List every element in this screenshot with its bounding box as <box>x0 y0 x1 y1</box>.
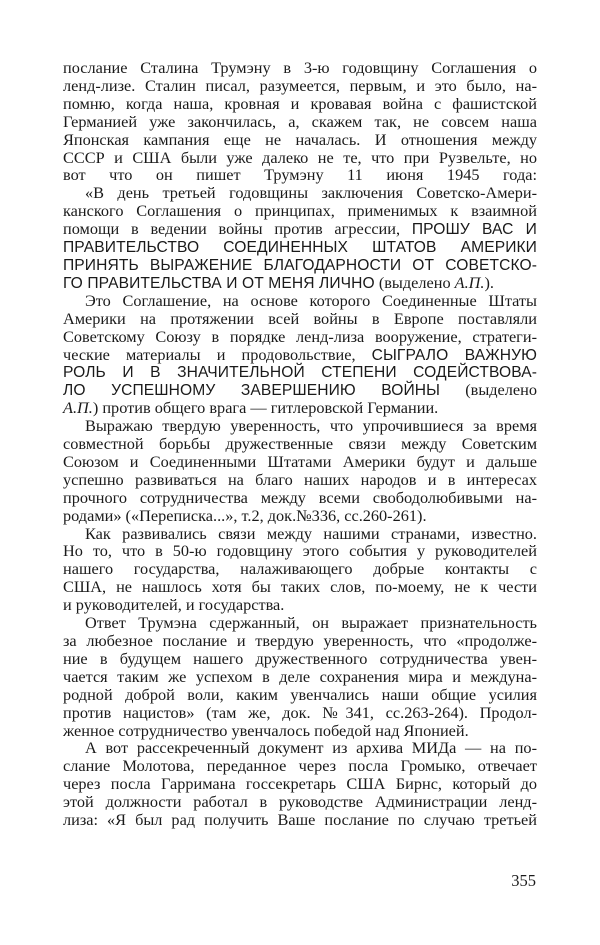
text-run: Союзом и Соединенными Штатами Америки будут и дальше <box>63 451 537 471</box>
text-line <box>63 489 537 507</box>
text-line <box>63 77 537 95</box>
text-line <box>63 739 537 757</box>
text-run: лиза: «Я был рад получить Ваше послание по случаю третьей <box>63 810 537 830</box>
text-line <box>63 471 537 489</box>
text-run: против нацистов» (там же, док. №341, сс.263-264). Продол- <box>63 702 537 722</box>
text-run: Но то, что в 50-ю годовщину этого события у руководителей <box>63 541 537 561</box>
text-line <box>63 166 537 184</box>
text-line <box>63 560 537 578</box>
emphasized-text: ПРИНЯТЬ ВЫРАЖЕНИЕ БЛАГОДАРНОСТИ ОТ СОВЕТСКО- <box>63 256 537 274</box>
text-line <box>63 453 537 471</box>
text-run: вот что он пишет Трумэну 11 июня 1945 года: <box>63 165 537 185</box>
text-run: ). <box>484 272 494 292</box>
text-line <box>63 274 537 292</box>
text-line <box>63 811 537 829</box>
paragraph <box>63 292 537 417</box>
text-run: Советскому Союзу в порядке ленд-лиза вооружение, стратеги- <box>63 326 537 346</box>
text-line <box>63 632 537 650</box>
text-run: успешно развиваться на благо наших народов и в интересах <box>63 469 537 489</box>
text-run: Германией уже закончилась, а, скажем так, не совсем наша <box>63 111 537 131</box>
text-line <box>63 668 537 686</box>
text-run: через посла Гарримана госсекретарь США Бирнс, который до <box>63 774 537 794</box>
text-run: «В день третьей годовщины заключения Советско-Амери- <box>85 183 537 203</box>
text-run: чается таким же успехом в деле сохранения мира и междуна- <box>63 666 537 686</box>
text-line <box>63 381 537 399</box>
text-run: Это Соглашение, на основе которого Соединенные Штаты <box>85 290 537 310</box>
emphasized-text: ГО ПРАВИТЕЛЬСТВА И ОТ МЕНЯ ЛИЧНО <box>63 274 375 292</box>
text-line <box>63 310 537 328</box>
text-line <box>63 435 537 453</box>
text-run: ние в будущем нашего дружественного сотрудничества увен- <box>63 648 537 668</box>
text-line <box>63 399 537 417</box>
text-run: нашего государства, налаживающего добрые контакты с <box>63 559 537 579</box>
text-line <box>63 686 537 704</box>
text-run: (выделено <box>374 272 455 292</box>
text-run: женное сотрудничество увенчалось победой над Японией. <box>63 720 469 740</box>
page-number: 355 <box>511 871 536 890</box>
text-line <box>63 238 537 256</box>
text-run: помню, когда наша, кровная и кровавая война с фашистской <box>63 93 537 113</box>
text-run: слание Молотова, переданное через посла Громыко, отвечает <box>63 756 537 776</box>
text-line <box>63 542 537 560</box>
emphasized-text: ПРАВИТЕЛЬСТВО СОЕДИНЕННЫХ ШТАТОВ АМЕРИКИ <box>63 239 537 257</box>
text-line <box>63 722 537 740</box>
text-line <box>63 507 537 525</box>
text-line <box>63 346 537 364</box>
text-line <box>63 328 537 346</box>
text-line <box>63 184 537 202</box>
text-line <box>63 113 537 131</box>
text-run: ческие материалы и продовольствие, <box>63 344 372 364</box>
text-line <box>63 363 537 381</box>
text-run: СССР и США были уже далеко не те, что при Рузвельте, но <box>63 147 537 167</box>
text-run: Выражаю твердую уверенность, что упрочившиеся за время <box>85 416 537 436</box>
text-line <box>63 650 537 668</box>
text-run: Ответ Трумэна сдержанный, он выражает признательность <box>85 613 537 633</box>
text-line <box>63 95 537 113</box>
emphasized-text: ПРОШУ ВАС И <box>411 221 537 239</box>
text-line <box>63 614 537 632</box>
emphasized-text: РОЛЬ И В ЗНАЧИТЕЛЬНОЙ СТЕПЕНИ СОДЕЙСТВОВА- <box>63 364 537 382</box>
text-line <box>63 131 537 149</box>
text-run: канского Соглашения о принципах, применимых к взаимной <box>63 201 537 221</box>
italic-initials: А.П. <box>454 272 485 292</box>
text-run: А вот рассекреченный документ из архива МИДа — на по- <box>85 738 537 758</box>
text-line <box>63 256 537 274</box>
book-page-text <box>63 59 537 829</box>
text-line <box>63 704 537 722</box>
text-run: помощи в ведении войны против агрессии, <box>63 219 412 239</box>
text-run: за любезное послание и твердую уверенность, что «продолже- <box>63 631 537 650</box>
text-line <box>63 793 537 811</box>
text-run: родами» («Переписка...», т.2, док.№336, сс.260-261). <box>63 505 427 525</box>
text-line <box>63 578 537 596</box>
text-run: и руководителей, и государства. <box>63 595 285 615</box>
paragraph <box>63 59 537 184</box>
emphasized-text: ЛО УСПЕШНОМУ ЗАВЕРШЕНИЮ ВОЙНЫ <box>63 382 441 400</box>
text-line <box>63 417 537 435</box>
italic-initials: А.П. <box>63 398 93 418</box>
paragraph <box>63 417 537 524</box>
text-run: Как развивались связи между нашими странами, известно. <box>85 523 537 543</box>
text-run: США, не нашлось хотя бы таких слов, по-моему, не к чести <box>63 577 537 597</box>
text-line <box>63 525 537 543</box>
text-line <box>63 596 537 614</box>
text-line <box>63 202 537 220</box>
text-line <box>63 292 537 310</box>
paragraph <box>63 525 537 615</box>
text-line <box>63 59 537 77</box>
paragraph <box>63 614 537 739</box>
paragraph <box>63 184 537 291</box>
text-run: ленд-лизе. Сталин писал, разумеется, первым, и это было, на- <box>63 75 537 95</box>
text-run: совместной борьбы дружественные связи между Советским <box>63 434 537 454</box>
emphasized-text: СЫГРАЛО ВАЖНУЮ <box>371 346 537 364</box>
text-line <box>63 220 537 238</box>
paragraph <box>63 739 537 829</box>
text-line <box>63 757 537 775</box>
text-line <box>63 775 537 793</box>
text-run: Японская кампания еще не началась. И отношения между <box>63 129 537 149</box>
text-line <box>63 149 537 167</box>
text-run: Америки на протяжении всей войны в Европе поставляли <box>63 308 537 328</box>
text-run: родной доброй воли, каким увенчались наши общие усилия <box>63 684 537 704</box>
text-run: (выделено <box>440 380 537 400</box>
text-run: послание Сталина Трумэну в 3-ю годовщину Соглашения о <box>63 58 537 77</box>
text-run: ) против общего врага — гитлеровской Германии. <box>92 398 439 418</box>
text-run: прочного сотрудничества между всеми свободолюбивыми на- <box>63 487 537 507</box>
text-run: этой должности работал в руководстве Администрации ленд- <box>63 792 537 812</box>
